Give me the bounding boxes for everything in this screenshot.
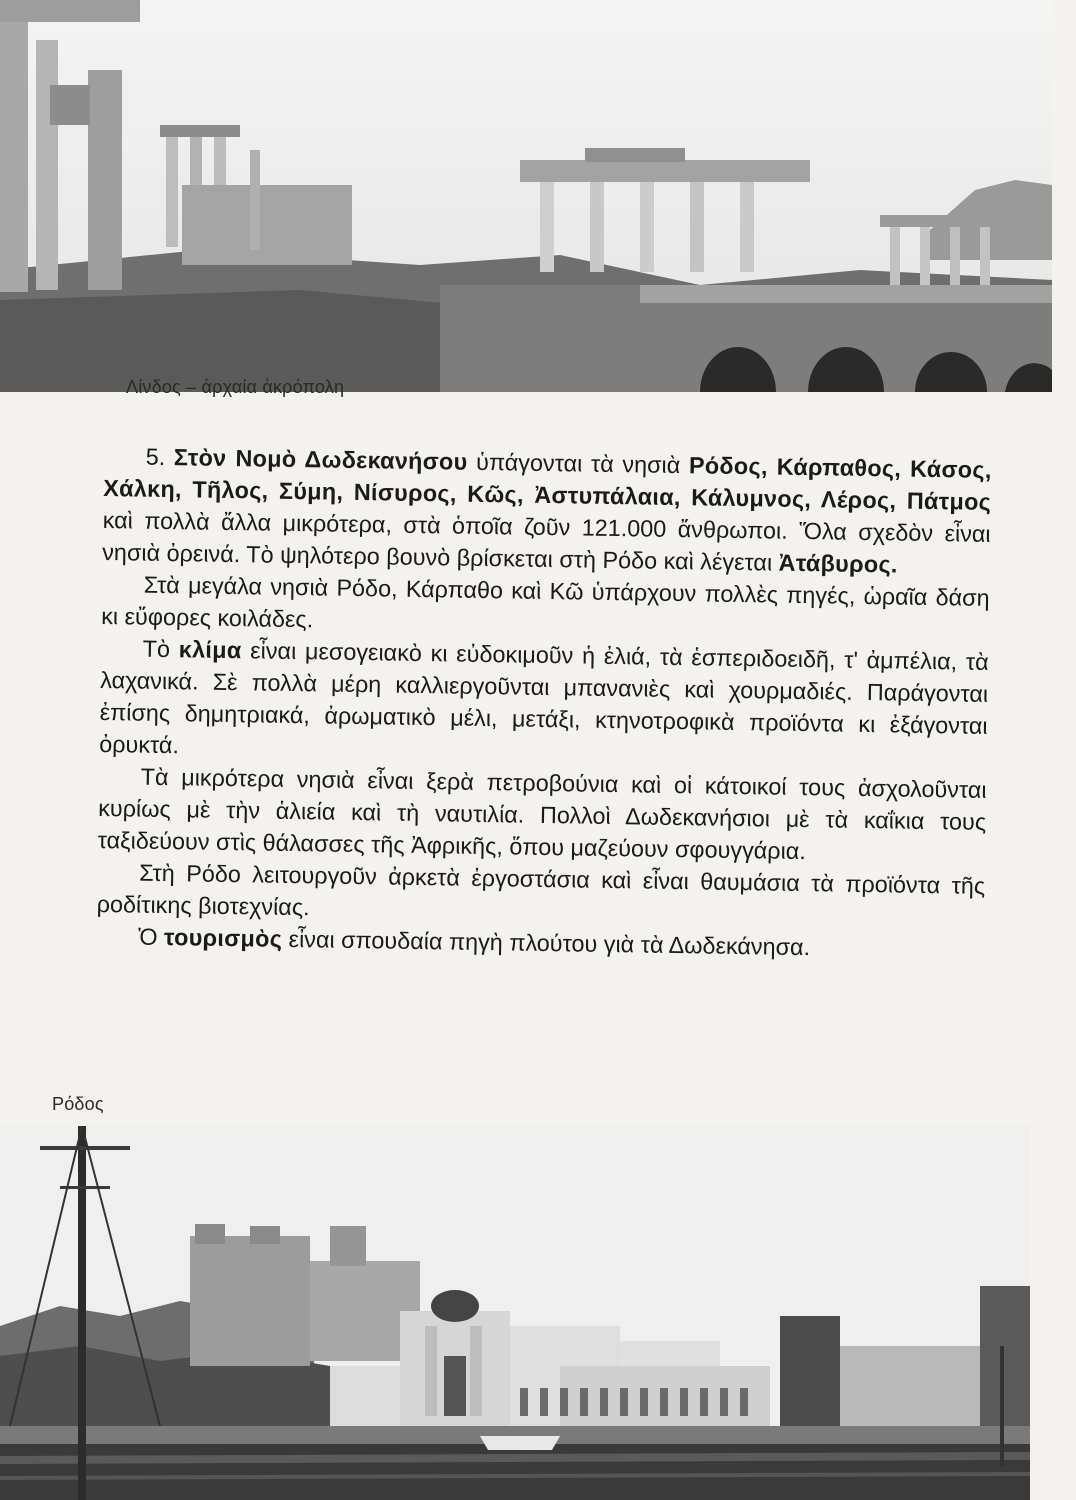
photo-caption-lindos: Λίνδος – ἀρχαία ἀκρόπολη <box>126 377 345 397</box>
paragraph-3: Τὸ κλίμα εἶναι μεσογειακὸ κι εὐδοκιμοῦν ἡ ἐλιά, τὰ ἑσπεριδοειδῆ, τ' ἀμπέλια, τὰ λαχανικά. Σὲ πολλὰ μέρη καλλιεργοῦνται μπανανιὲς καὶ χουρμαδιές. Παράγονται ἐπίσης δημητριακά, ἀρωματικὸ μέλι, μετάξι, κτηνοτροφικὰ προϊόντα κι ἐξάγονται ὀρυκτά. <box>99 635 989 759</box>
paragraph-1: 5. Στὸν Νομὸ Δωδεκανήσου ὑπάγονται τὰ νησιὰ Ρόδος, Κάρπαθος, Κάσος, Χάλκη, Τῆλος, Σύμη, Νίσυρος, Κῶς, Ἀστυπάλαια, Κάλυμνος, Λέρος, Πάτμος καὶ πολλὰ ἄλλα μικρότερα, στὰ ὁποῖα ζοῦν 121.000 ἄνθρωποι. Ὅλα σχεδὸν εἶναι νησιὰ ὀρεινά. Τὸ ψηλότερο βουνὸ βρίσκεται στὴ Ρόδο καὶ λέγεται Ἀτάβυρος. <box>102 443 992 578</box>
bold-term-atavyros: Ἀτάβυρος. <box>778 549 898 578</box>
rhodes-harbour-photo <box>0 1126 1030 1500</box>
lindos-acropolis-photo <box>0 0 1052 392</box>
paragraph-4: Τὰ μικρότερα νησιὰ εἶναι ξερὰ πετροβούνια καὶ οἱ κάτοικοί τους ἀσχολοῦνται κυρίως μὲ τὴν ἁλιεία καὶ τὴ ναυτιλία. Πολλοὶ Δωδεκανήσιοι μὲ τὰ καΐκια τους ταξιδεύουν στὶς θάλασσες τῆς Ἀφρικῆς, ὅπου μαζεύουν σφουγγάρια. <box>97 763 987 865</box>
paragraph-5: Στὴ Ρόδο λειτουργοῦν ἀρκετὰ ἐργοστάσια καὶ εἶναι θαυμάσια τὰ προϊόντα τῆς ροδίτικης βιοτεχνίας. <box>96 859 986 921</box>
bold-term-climate: κλίμα <box>178 636 242 664</box>
section-number: 5. <box>145 443 166 470</box>
article-body <box>96 440 992 966</box>
bold-term-tourism: τουρισμὸς <box>163 924 283 952</box>
bold-term-islands: Ρόδος, Κάρπαθος, Κάσος, Χάλκη, Τῆλος, Σύμη, Νίσυρος, Κῶς, Ἀστυπάλαια, Κάλυμνος, Λέρος, Πάτμος <box>103 452 992 515</box>
photo-caption-rhodes: Ρόδος <box>52 1094 104 1114</box>
bold-term-prefecture: Στὸν Νομὸ Δωδεκανήσου <box>173 444 468 475</box>
paragraph-6: Ὁ τουρισμὸς εἶναι σπουδαία πηγὴ πλούτου γιὰ τὰ Δωδεκάνησα. <box>137 923 811 961</box>
paragraph-2: Στὰ μεγάλα νησιὰ Ρόδο, Κάρπαθο καὶ Κῶ ὑπάρχουν πολλὲς πηγές, ὡραῖα δάση κι εὔφορες κοιλάδες. <box>101 571 990 633</box>
